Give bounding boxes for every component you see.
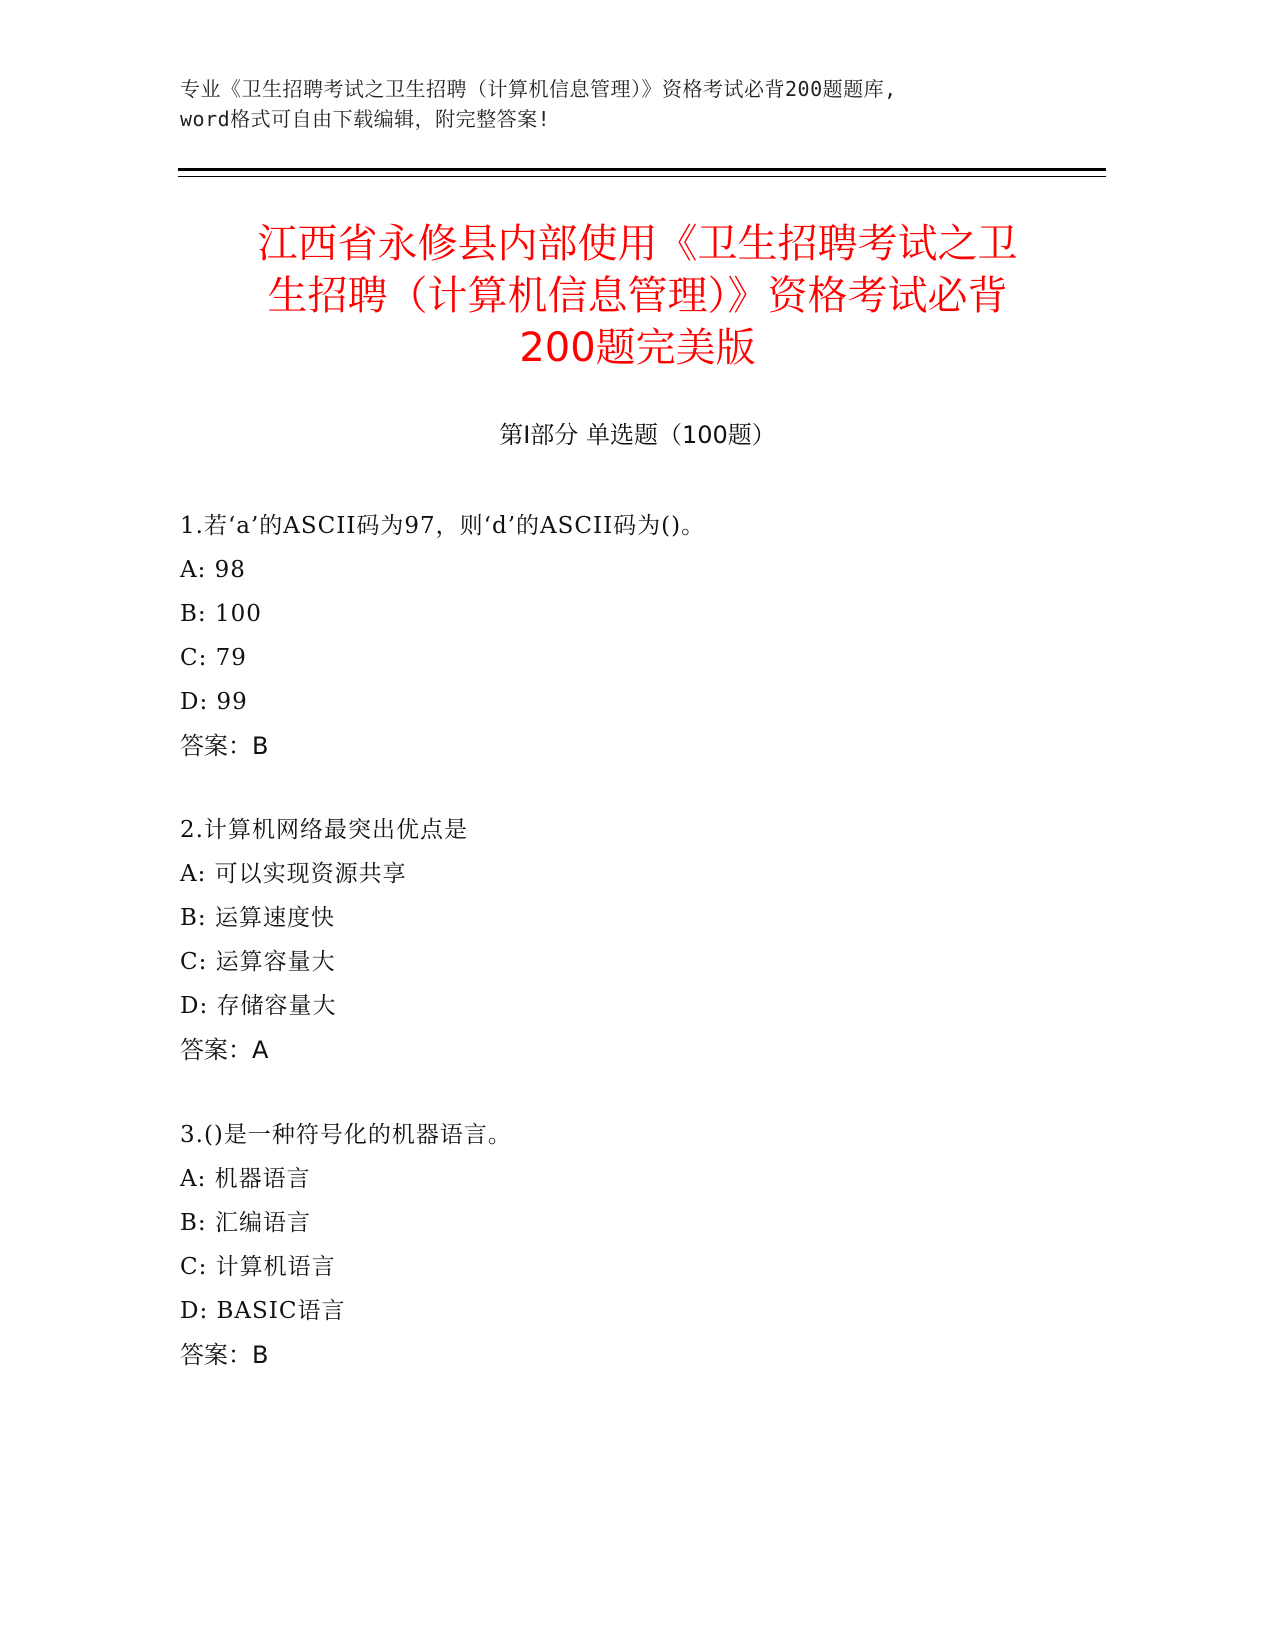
option-b: B: 100 — [180, 601, 262, 627]
document-title — [160, 218, 1115, 374]
option-c: C: 计算机语言 — [180, 1254, 336, 1280]
answer: 答案：B — [180, 732, 269, 760]
option-a: A: 可以实现资源共享 — [180, 861, 407, 887]
question-stem: 3.()是一种符号化的机器语言。 — [180, 1122, 512, 1148]
option-d: D: 99 — [180, 689, 248, 715]
document-title-line-3: 200题完美版 — [519, 325, 756, 371]
document-title-line-2: 生招聘（计算机信息管理）》资格考试必背 — [267, 273, 1008, 319]
question-3 — [180, 1113, 1100, 1377]
option-b: B: 汇编语言 — [180, 1210, 311, 1236]
answer: 答案：A — [180, 1036, 269, 1064]
question-stem: 2.计算机网络最突出优点是 — [180, 817, 468, 843]
document-title-line-1: 江西省永修县内部使用《卫生招聘考试之卫 — [257, 221, 1018, 267]
option-b: B: 运算速度快 — [180, 905, 335, 931]
option-d: D: 存储容量大 — [180, 993, 337, 1019]
option-a: A: 机器语言 — [180, 1166, 311, 1192]
option-c: C: 运算容量大 — [180, 949, 336, 975]
option-d: D: BASIC语言 — [180, 1298, 346, 1324]
header-rule-thick — [178, 168, 1106, 171]
option-a: A: 98 — [180, 557, 246, 583]
header-note-line-1: 专业《卫生招聘考试之卫生招聘（计算机信息管理）》资格考试必背200题题库, — [180, 77, 897, 101]
header-rule-thin — [178, 176, 1106, 177]
answer: 答案：B — [180, 1341, 269, 1369]
question-2 — [180, 808, 1100, 1072]
header-note-line-2: word格式可自由下载编辑，附完整答案! — [180, 107, 551, 131]
question-stem: 1.若‘a’的ASCII码为97，则‘d’的ASCII码为()。 — [180, 513, 706, 539]
header-note — [180, 74, 1100, 134]
question-1 — [180, 504, 1100, 768]
option-c: C: 79 — [180, 645, 247, 671]
section-title: 第Ⅰ部分 单选题（100题） — [499, 421, 776, 449]
